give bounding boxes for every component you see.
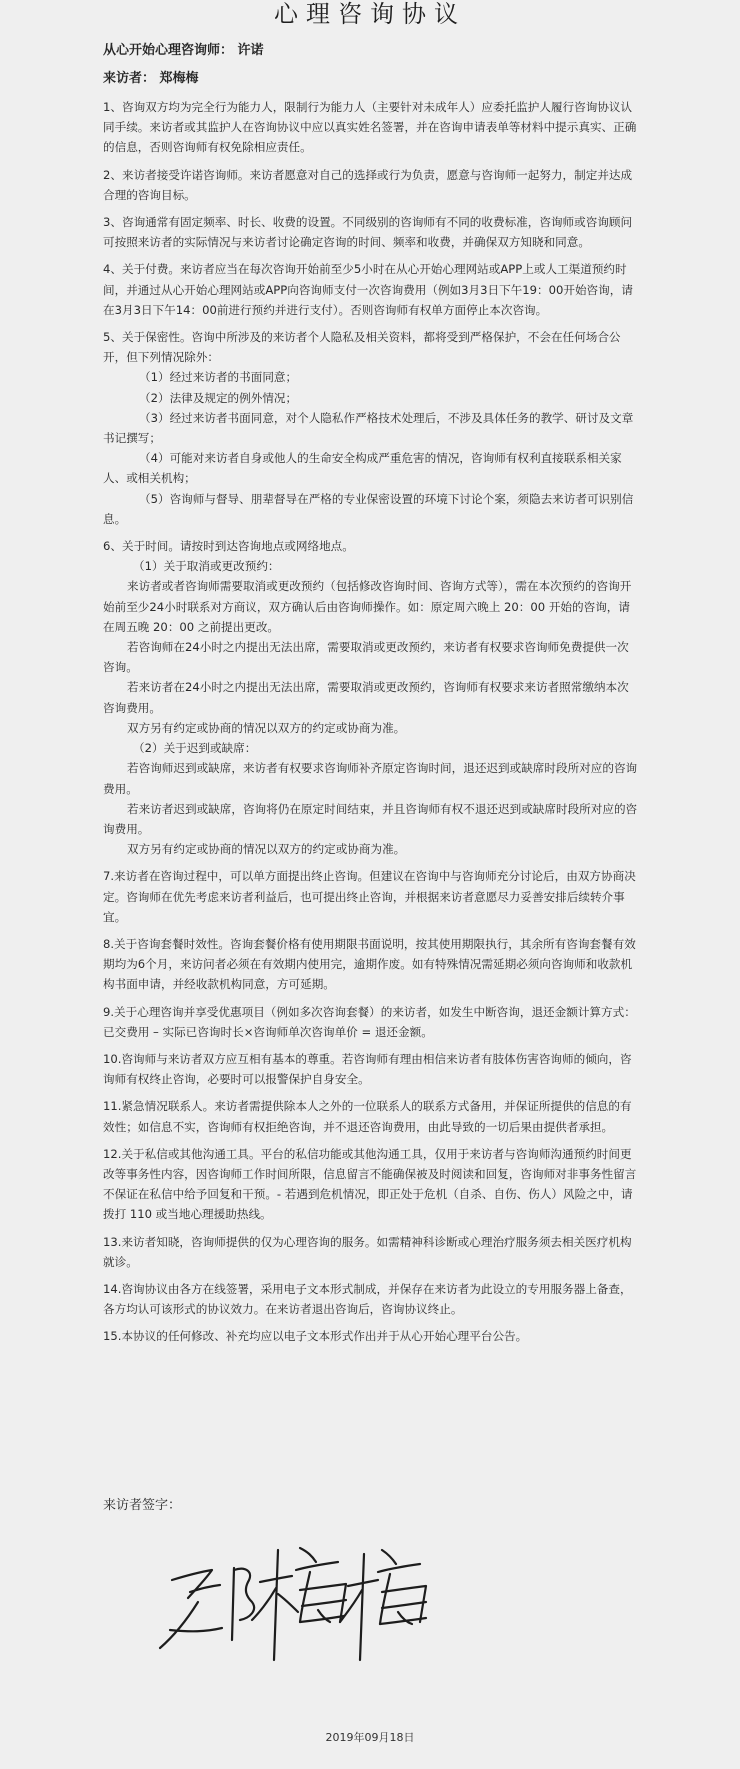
agreement-body	[103, 41, 639, 1354]
clause-text: 2、来访者接受许诺咨询师。来访者愿意对自己的选择或行为负责，愿意与咨询师一起努力，制定并达成合理的咨询目标。	[103, 167, 633, 202]
clause-text: 14.咨询协议由各方在线签署，采用电子文本形式制成，并保存在来访者为此设立的专用服务器上备查，各方均认可该形式的协议效力。在来访者退出咨询后，咨询协议终止。	[103, 1281, 632, 1317]
clause-text: 10.咨询师与来访者双方应互相有基本的尊重。若咨询师有理由相信来访者有肢体伤害咨询师的倾向，咨询师有权终止咨询，必要时可以报警保护自身安全。	[103, 1051, 632, 1087]
clause-3	[103, 212, 639, 252]
clause-13	[103, 1232, 639, 1272]
clause-9	[103, 1002, 639, 1042]
confidentiality-exception: （2）法律及规定的例外情况；	[139, 390, 298, 405]
time-rule: 来访者或者咨询师需要取消或更改预约（包括修改咨询时间、咨询方式等），需在本次预约的咨询开始前至少24小时联系对方商议，双方确认后由咨询师操作。如：原定周六晚上 20：00 开始的咨询，请在周五晚 20：00 之前提出更改。	[103, 579, 632, 634]
clause-text: 4、关于付费。来访者应当在每次咨询开始前至少5小时在从心开始心理网站或APP上或人工渠道预约时间，并通过从心开始心理网站或APP向咨询师支付一次咨询费用（例如3月3日下午19：00开始咨询，请在3月3日下午14：00前进行预约并进行支付）。否则咨询师有权单方面停止本次咨询。	[103, 262, 633, 317]
page-title: 心理咨询协议	[274, 0, 466, 28]
time-rule: 双方另有约定或协商的情况以双方的约定或协商为准。	[127, 720, 406, 735]
clause-5	[103, 327, 639, 529]
clause-text: 7.来访者在咨询过程中，可以单方面提出终止咨询。但建议在咨询中与咨询师充分讨论后，由双方协商决定。咨询师在优先考虑来访者利益后，也可提出终止咨询，并根据来访者意愿尽力妥善安排后续转介事宜。	[103, 869, 636, 924]
clause-1	[103, 97, 639, 158]
clause-text: 1、咨询双方均为完全行为能力人，限制行为能力人（主要针对未成年人）应委托监护人履行咨询协议认同手续。来访者或其监护人在咨询协议中应以真实姓名签署，并在咨询申请表单等材料中提示真实、正确的信息，否则咨询师有权免除相应责任。	[103, 100, 637, 155]
time-rule: 若来访者在24小时之内提出无法出席，需要取消或更改预约，咨询师有权要求来访者照常缴纳本次咨询费用。	[103, 680, 629, 715]
clause-4	[103, 259, 639, 320]
clause-text: 5、关于保密性。咨询中所涉及的来访者个人隐私及相关资料，都将受到严格保护，不会在任何场合公开，但下列情况除外：	[103, 330, 621, 365]
confidentiality-exception: （4）可能对来访者自身或他人的生命安全构成严重危害的情况，咨询师有权利直接联系相关家人、或相关机构；	[103, 451, 622, 486]
clause-7	[103, 866, 639, 927]
clause-text: 6、关于时间。请按时到达咨询地点或网络地点。	[103, 539, 354, 554]
confidentiality-exception: （1）经过来访者的书面同意；	[139, 370, 298, 385]
clause-6	[103, 536, 639, 859]
time-rule: 双方另有约定或协商的情况以双方的约定或协商为准。	[127, 842, 406, 857]
clause-text: 12.关于私信或其他沟通工具。平台的私信功能或其他沟通工具，仅用于来访者与咨询师沟通预约时间更改等事务性内容，因咨询师工作时间所限，信息留言不能确保被及时阅读和回复，咨询师对非事务性留言不保证在私信中给予回复和干预。- 若遇到危机情况，即正处于危机（自杀、自伤、伤人）风险之中，请拨打 110 或当地心理援助热线。	[103, 1146, 637, 1222]
handwritten-signature	[150, 1510, 450, 1680]
time-rule: 若咨询师在24小时之内提出无法出席，需要取消或更改预约，来访者有权要求咨询师免费提供一次咨询。	[103, 640, 629, 675]
clause-14	[103, 1279, 639, 1319]
counselor-line: 从心开始心理咨询师： 许诺	[103, 43, 264, 58]
clause-11	[103, 1096, 639, 1136]
clause-15	[103, 1326, 639, 1346]
confidentiality-exception: （5）咨询师与督导、朋辈督导在严格的专业保密设置的环境下讨论个案，须隐去来访者可识别信息。	[103, 491, 634, 526]
confidentiality-exception: （3）经过来访者书面同意，对个人隐私作严格技术处理后，不涉及具体任务的教学、研讨及文章书记撰写；	[103, 410, 634, 446]
time-rule: 若来访者迟到或缺席，咨询将仍在原定时间结束，并且咨询师有权不退还迟到或缺席时段所对应的咨询费用。	[103, 801, 638, 836]
clause-text: 13.来访者知晓，咨询师提供的仅为心理咨询的服务。如需精神科诊断或心理治疗服务须去相关医疗机构就诊。	[103, 1234, 632, 1269]
client-line: 来访者： 郑梅梅	[103, 71, 199, 86]
clause-text: 9.关于心理咨询并享受优惠项目（例如多次咨询套餐）的来访者，如发生中断咨询，退还金额计算方式：已交费用 – 实际已咨询时长×咨询师单次咨询单价 = 退还金额。	[103, 1004, 636, 1039]
clause-text: 3、咨询通常有固定频率、时长、收费的设置。不同级别的咨询师有不同的收费标准，咨询师或咨询顾问可按照来访者的实际情况与来访者讨论确定咨询的时间、频率和收费，并确保双方知晓和同意。	[103, 215, 633, 250]
clause-text: 15.本协议的任何修改、补充均应以电子文本形式作出并于从心开始心理平台公告。	[103, 1329, 528, 1344]
clause-8	[103, 934, 639, 995]
signature-label: 来访者签字：	[103, 1498, 182, 1513]
clause-12	[103, 1144, 639, 1225]
time-rule: 若咨询师迟到或缺席，来访者有权要求咨询师补齐原定咨询时间，退还迟到或缺席时段所对应的咨询费用。	[103, 761, 638, 796]
clause-10	[103, 1049, 639, 1089]
clause-text: 8.关于咨询套餐时效性。咨询套餐价格有使用期限书面说明，按其使用期限执行，其余所有咨询套餐有效期均为6个月，来访问者必须在有效期内使用完，逾期作废。如有特殊情况需延期必须向咨询师和收款机构书面申请，并经收款机构同意，方可延期。	[103, 936, 636, 992]
sign-date: 2019年09月18日	[325, 1731, 415, 1744]
clause-text: 11.紧急情况联系人。来访者需提供除本人之外的一位联系人的联系方式备用，并保证所提供的信息的有效性；如信息不实，咨询师有权拒绝咨询，并不退还咨询费用，由此导致的一切后果由提供者承担。	[103, 1099, 632, 1134]
time-subheading: （1）关于取消或更改预约：	[133, 559, 280, 574]
time-subheading: （2）关于迟到或缺席：	[133, 741, 257, 756]
clause-2	[103, 165, 639, 205]
